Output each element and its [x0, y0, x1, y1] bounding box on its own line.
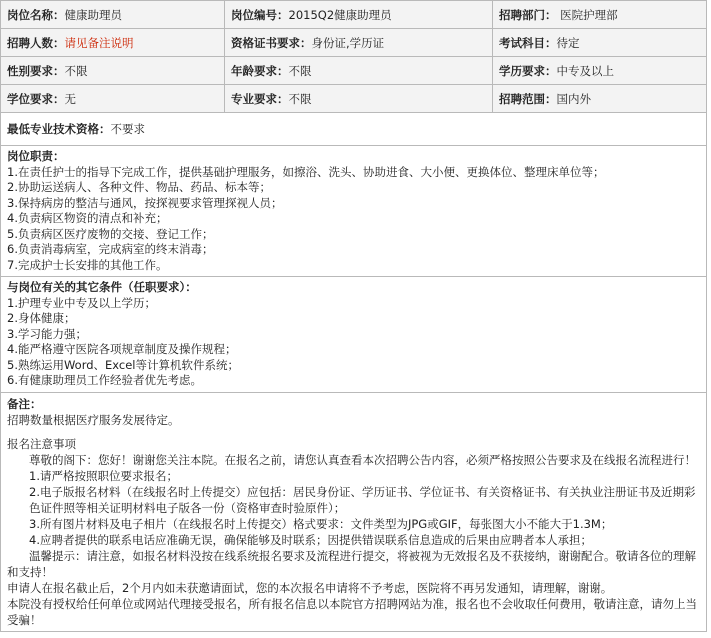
notes-item-2: 2.电子版报名材料（在线报名时上传提交）应包括：居民身份证、学历证书、学位证书、有关资格证书、有关执业注册证书及近期彩色证件照等相关证明材料电子版各一份（资格审查时验原件）；	[29, 484, 696, 515]
dept-label: 招聘部门：	[499, 7, 557, 22]
dept-cell	[493, 1, 707, 29]
duty-item: 1.在责任护士的指导下完成工作，提供基础护理服务，如擦浴、洗头、协助进食、大小便、更换体位、整理床单位等；	[7, 164, 605, 179]
duties-title: 岗位职责：	[7, 149, 65, 163]
condition-item: 1.护理专业中专及以上学历；	[7, 295, 156, 310]
exam-cell	[493, 29, 707, 57]
notes-item-1: 1.请严格按照职位要求报名；	[29, 468, 178, 483]
position-code-cell	[225, 1, 493, 29]
position-code-value: 2015Q2健康助理员	[288, 7, 392, 22]
duties-cell	[1, 146, 707, 277]
notes-item-3: 3.所有图片材料及电子相片（在线报名时上传提交）格式要求：文件类型为JPG或GIF，每张图大小不能大于1.3M；	[29, 516, 613, 531]
gender-label: 性别要求：	[7, 63, 65, 78]
tech-label: 最低专业技术资格：	[7, 122, 111, 136]
cert-label: 资格证书要求：	[231, 35, 312, 50]
major-value: 不限	[288, 91, 312, 106]
notes-greeting: 尊敬的阁下：您好！谢谢您关注本院。在报名之前，请您认真查看本次招聘公告内容，必须严格按照公告要求及在线报名流程进行！	[29, 452, 696, 467]
row-notes	[1, 392, 707, 631]
edu-value: 中专及以上	[556, 63, 614, 78]
notes-cell	[1, 392, 707, 631]
count-value: 请见备注说明	[64, 35, 134, 50]
major-cell	[225, 85, 493, 113]
notes-item-4: 4.应聘者提供的联系电话应准确无误，确保能够及时联系；因提供错误联系信息造成的后果由应聘者本人承担；	[29, 532, 592, 547]
notes-subtitle: 报名注意事项	[7, 436, 76, 451]
condition-item: 2.身体健康；	[7, 311, 76, 325]
edu-label: 学历要求：	[499, 63, 557, 78]
notes-interview-note: 申请人在报名截止后，2个月内如未获邀请面试，您的本次报名申请将不予考虑，医院将不再另发通知，请理解，谢谢。	[7, 580, 613, 595]
condition-item: 5.熟练运用Word、Excel等计算机软件系统；	[7, 357, 239, 372]
condition-item: 4.能严格遵守医院各项规章制度及操作规程；	[7, 342, 237, 356]
notes-warm-tip: 温馨提示：请注意，如报名材料没按在线系统报名要求及流程进行提交，将被视为无效报名及不获接纳，谢谢配合。敬请各位的理解和支持！	[7, 548, 696, 579]
duty-item: 5.负责病区医疗废物的交接、登记工作；	[7, 226, 214, 241]
count-cell	[1, 29, 225, 57]
duty-item: 4.负责病区物资的清点和补充；	[7, 211, 168, 225]
notes-fraud-warning: 本院没有授权给任何单位或网站代理接受报名，所有报名信息以本院官方招聘网站为准，报名也不会收取任何费用，敬请注意，请勿上当受骗！	[7, 596, 697, 627]
degree-cell	[1, 85, 225, 113]
gender-value: 不限	[64, 63, 88, 78]
scope-label: 招聘范围：	[499, 91, 557, 106]
notes-quota: 招聘数量根据医疗服务发展待定。	[7, 412, 180, 427]
position-name-label: 岗位名称：	[7, 7, 65, 22]
scope-cell	[493, 85, 707, 113]
scope-value: 国内外	[556, 91, 591, 106]
degree-value: 无	[64, 91, 76, 106]
exam-value: 待定	[556, 35, 580, 50]
position-name-cell	[1, 1, 225, 29]
tech-value: 不要求	[110, 122, 145, 136]
position-code-label: 岗位编号：	[231, 7, 289, 22]
duty-item: 6.负责消毒病室，完成病室的终末消毒；	[7, 242, 214, 256]
age-value: 不限	[288, 63, 312, 78]
cert-cell	[225, 29, 493, 57]
conditions-title: 与岗位有关的其它条件（任职要求）：	[7, 280, 197, 294]
condition-item: 6.有健康助理员工作经验者优先考虑。	[7, 373, 202, 387]
duty-item: 7.完成护士长安排的其他工作。	[7, 257, 168, 272]
count-label: 招聘人数：	[7, 35, 65, 50]
tech-cell	[1, 113, 707, 146]
row-gender-age-edu	[1, 57, 707, 85]
exam-label: 考试科目：	[499, 35, 557, 50]
row-count-cert-exam	[1, 29, 707, 57]
age-label: 年龄要求：	[231, 63, 289, 78]
major-label: 专业要求：	[231, 91, 289, 106]
row-tech	[1, 113, 707, 146]
position-name-value: 健康助理员	[64, 7, 122, 22]
degree-label: 学位要求：	[7, 91, 65, 106]
cert-value: 身份证,学历证	[311, 35, 385, 50]
conditions-cell	[1, 277, 707, 393]
edu-cell	[493, 57, 707, 85]
row-degree-major-scope	[1, 85, 707, 113]
dept-value: 医院护理部	[560, 7, 618, 22]
gender-cell	[1, 57, 225, 85]
duty-item: 3.保持病房的整洁与通风，按探视要求管理探视人员；	[7, 195, 283, 210]
row-duties	[1, 146, 707, 277]
row-name-code-dept	[1, 1, 707, 29]
row-conditions	[1, 277, 707, 393]
notes-title: 备注：	[7, 396, 42, 411]
age-cell	[225, 57, 493, 85]
duty-item: 2.协助运送病人、各种文件、物品、药品、标本等；	[7, 180, 271, 194]
notes-spacer	[7, 428, 700, 436]
condition-item: 3.学习能力强；	[7, 326, 87, 341]
